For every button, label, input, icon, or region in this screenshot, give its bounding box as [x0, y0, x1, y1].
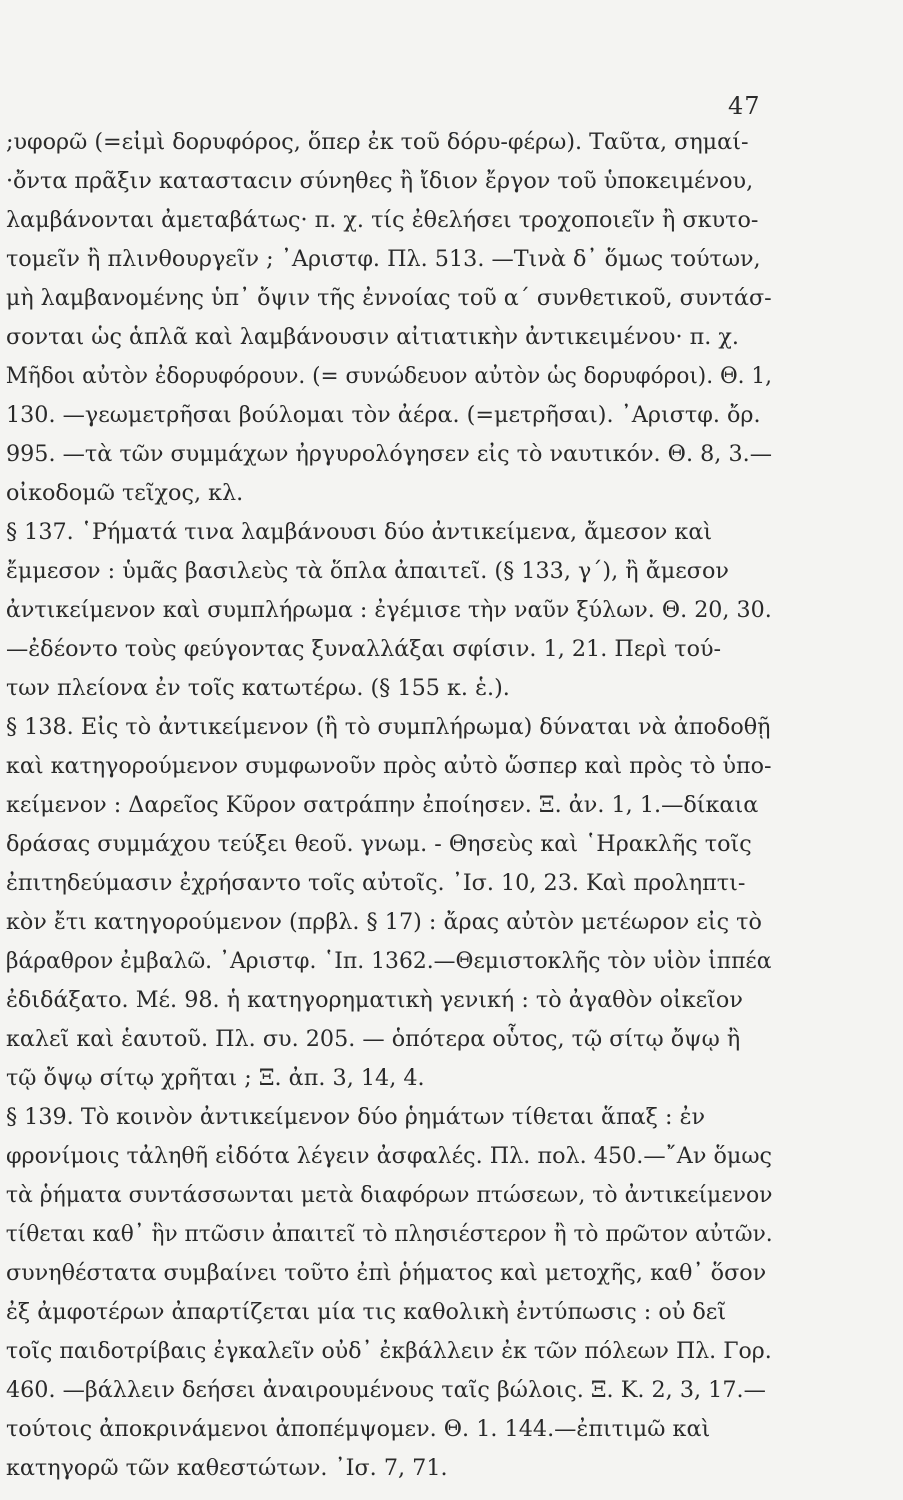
- text-line: τὰ ῥήματα συντάσσωνται μετὰ διαφόρων πτώσεων, τὸ ἀντικείμενον: [5, 1182, 773, 1208]
- text-line: οἰκοδομῶ τεῖχος, κλ.: [5, 480, 244, 506]
- text-line: 460. —βάλλειν δεήσει ἀναιρουμένους ταῖς βώλοις. Ξ. Κ. 2, 3, 17.—: [5, 1377, 766, 1403]
- text-line: ἔμμεσον : ὑμᾶς βασιλεὺς τὰ ὅπλα ἀπαιτεῖ. (§ 133, γ΄), ἢ ἄμεσον: [5, 558, 729, 584]
- text-line: βάραθρον ἐμβαλῶ. ᾿Αριστφ. ῾Ιπ. 1362.—Θεμιστοκλῆς τὸν υἱὸν ἱππέα: [5, 948, 772, 974]
- page-number: 47: [728, 92, 761, 120]
- text-line: ἐπιτηδεύμασιν ἐχρήσαντο τοῖς αὐτοῖς. ᾿Ισ. 10, 23. Καὶ προληπτι-: [5, 870, 746, 896]
- text-line: 995. —τὰ τῶν συμμάχων ἠργυρολόγησεν εἰς τὸ ναυτικόν. Θ. 8, 3.—: [5, 441, 772, 467]
- text-line: σονται ὡς ἁπλᾶ καὶ λαμβάνουσιν αἰτιατικὴν ἀντικειμένου· π. χ.: [5, 324, 740, 350]
- text-line: κατηγορῶ τῶν καθεστώτων. ᾿Ισ. 7, 71.: [5, 1455, 448, 1481]
- text-line: τίθεται καθ᾿ ἣν πτῶσιν ἀπαιτεῖ τὸ πλησιέστερον ἢ τὸ πρῶτον αὐτῶν.: [5, 1221, 773, 1247]
- text-line: κὸν ἔτι κατηγορούμενον (πρβλ. § 17) : ἄρας αὐτὸν μετέωρον εἰς τὸ: [5, 909, 762, 935]
- text-line: ἐξ ἀμφοτέρων ἀπαρτίζεται μία τις καθολικὴ ἐντύπωσις : οὐ δεῖ: [5, 1299, 727, 1325]
- text-line: μὴ λαμβανομένης ὑπ᾿ ὄψιν τῆς ἐννοίας τοῦ α΄ συνθετικοῦ, συντάσ-: [5, 285, 772, 311]
- text-line: ἀντικείμενον καὶ συμπλήρωμα : ἐγέμισε τὴν ναῦν ξύλων. Θ. 20, 30.: [5, 597, 772, 623]
- text-line: κείμενον : Δαρεῖος Κῦρον σατράπην ἐποίησεν. Ξ. ἀν. 1, 1.—δίκαια: [5, 792, 759, 818]
- section-heading-line: § 138. Εἰς τὸ ἀντικείμενον (ἢ τὸ συμπλήρωμα) δύναται νὰ ἀποδοθῇ: [5, 714, 771, 740]
- text-line: τούτοις ἀποκρινάμενοι ἀποπέμψομεν. Θ. 1. 144.—ἐπιτιμῶ καὶ: [5, 1416, 711, 1442]
- text-line: των πλείονα ἐν τοῖς κατωτέρω. (§ 155 κ. ἑ.).: [5, 675, 510, 701]
- section-heading-line: § 139. Τὸ κοινὸν ἀντικείμενον δύο ῥημάτων τίθεται ἅπαξ : ἐν: [5, 1104, 706, 1130]
- section-heading-line: § 137. ῾Ρήματά τινα λαμβάνουσι δύο ἀντικείμενα, ἄμεσον καὶ: [5, 519, 713, 545]
- text-line: τῷ ὄψῳ σίτῳ χρῆται ; Ξ. ἀπ. 3, 14, 4.: [5, 1065, 425, 1091]
- text-line: —ἐδέοντο τοὺς φεύγοντας ξυναλλάξαι σφίσιν. 1, 21. Περὶ τού-: [5, 636, 722, 662]
- text-line: ;υφορῶ (=εἰμὶ δορυφόρος, ὅπερ ἐκ τοῦ δόρυ-φέρω). Ταῦτα, σημαί-: [5, 129, 749, 155]
- text-line: καλεῖ καὶ ἑαυτοῦ. Πλ. συ. 205. — ὁπότερα οὗτος, τῷ σίτῳ ὄψῳ ἢ: [5, 1026, 741, 1052]
- body-text: [0, 123, 780, 1488]
- text-line: τομεῖν ἢ πλινθουργεῖν ; ᾿Αριστφ. Πλ. 513. —Τινὰ δ᾿ ὅμως τούτων,: [5, 246, 761, 272]
- text-line: τοῖς παιδοτρίβαις ἐγκαλεῖν οὐδ᾿ ἐκβάλλειν ἐκ τῶν πόλεων Πλ. Γορ.: [5, 1338, 772, 1364]
- text-line: συνηθέστατα συμβαίνει τοῦτο ἐπὶ ῥήματος καὶ μετοχῆς, καθ᾿ ὅσον: [5, 1260, 767, 1286]
- text-line: 130. —γεωμετρῆσαι βούλομαι τὸν ἀέρα. (=μετρῆσαι). ᾿Αριστφ. ὄρ.: [5, 402, 761, 428]
- text-line: ·ὄντα πρᾶξιν κατασταϲιν σύνηθες ἢ ἴδιον ἔργον τοῦ ὑποκειμένου,: [5, 168, 754, 194]
- text-line: λαμβάνονται ἀμεταβάτως· π. χ. τίς ἐθελήσει τροχοποιεῖν ἢ σκυτο-: [5, 207, 759, 233]
- text-line: ἐδιδάξατο. Μέ. 98. ἡ κατηγορηματικὴ γενική : τὸ ἀγαθὸν οἰκεῖον: [5, 987, 743, 1013]
- text-line: καὶ κατηγορούμενον συμφωνοῦν πρὸς αὐτὸ ὥσπερ καὶ πρὸς τὸ ὑπο-: [5, 753, 772, 779]
- text-line: Μῆδοι αὐτὸν ἐδορυφόρουν. (= συνώδευον αὐτὸν ὡς δορυφόροι). Θ. 1,: [5, 363, 773, 389]
- text-line: φρονίμοις τἀληθῆ εἰδότα λέγειν ἀσφαλές. Πλ. πολ. 450.—῎Αν ὅμως: [5, 1143, 773, 1169]
- text-line: δράσας συμμάχου τεύξει θεοῦ. γνωμ. - Θησεὺς καὶ ῾Ηρακλῆς τοῖς: [5, 831, 752, 857]
